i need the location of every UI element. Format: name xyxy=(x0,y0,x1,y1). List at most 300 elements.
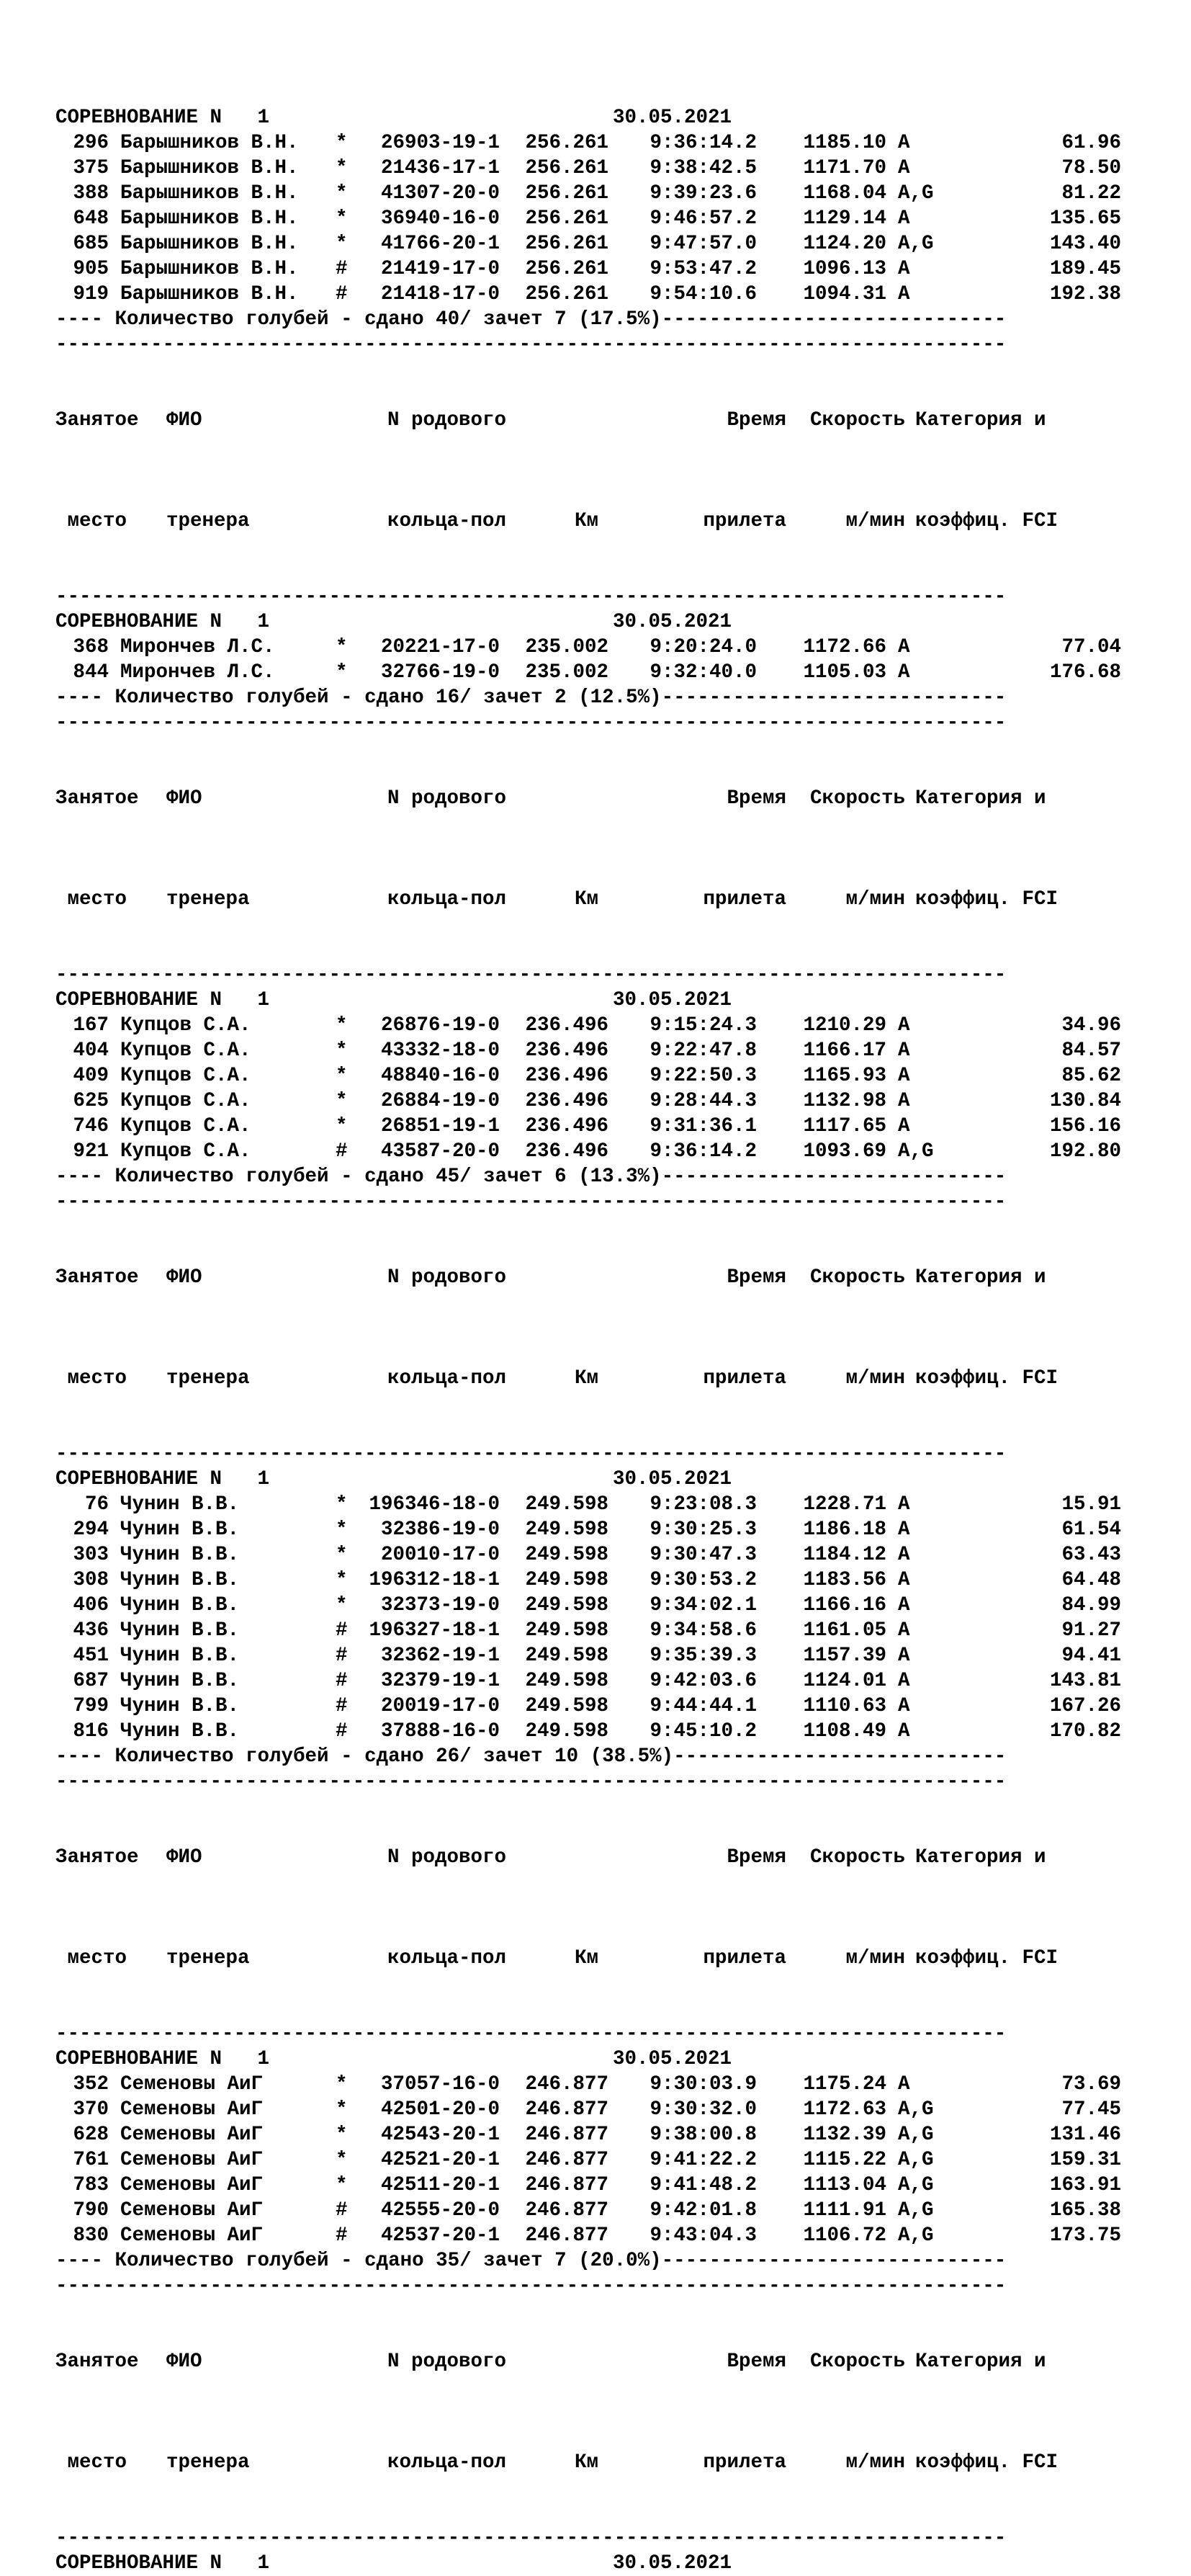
distance-km: 249.598 xyxy=(525,1720,608,1743)
col-name-label: тренера xyxy=(166,888,250,911)
trainer-name: Чунин В.В. xyxy=(120,1670,240,1692)
col-ring-label: кольца-пол xyxy=(387,1947,507,1969)
rule-line: -------------------------------------------------------------------------------- xyxy=(55,586,1007,608)
mark: * xyxy=(336,1493,348,1516)
mark: * xyxy=(336,1065,348,1087)
ring-number: 41766-20-1 xyxy=(380,233,500,255)
mark: * xyxy=(336,1039,348,1062)
place: 406 xyxy=(73,1594,109,1616)
summary-line: ---- Количество голубей - сдано 45/ зачет 6 (13.3%)----------------------------- xyxy=(55,1166,1007,1188)
distance-km: 249.598 xyxy=(525,1569,608,1591)
place: 308 xyxy=(73,1569,109,1591)
column-header-line xyxy=(55,1845,1150,1870)
col-category-label: коэффиц. FCI xyxy=(915,510,1059,532)
result-row xyxy=(55,1643,1150,1668)
mark: # xyxy=(336,1645,348,1667)
rule-line: -------------------------------------------------------------------------------- xyxy=(55,1443,1007,1465)
competition-date: 30.05.2021 xyxy=(613,989,732,1011)
category: A xyxy=(898,157,910,179)
fci-coefficient: 84.57 xyxy=(1061,1039,1121,1062)
competition-title: СОРЕВНОВАНИЕ N 1 xyxy=(55,2552,270,2575)
distance-km: 256.261 xyxy=(525,258,608,280)
distance-km: 256.261 xyxy=(525,207,608,230)
distance-km: 246.877 xyxy=(525,2124,608,2146)
place: 799 xyxy=(73,1695,109,1717)
distance-km: 236.496 xyxy=(525,1014,608,1037)
result-row xyxy=(55,206,1150,231)
col-time-label: прилета xyxy=(703,888,786,911)
mark: * xyxy=(336,2149,348,2171)
arrival-time: 9:44:44.1 xyxy=(650,1695,757,1717)
distance-km: 249.598 xyxy=(525,1519,608,1541)
speed: 1124.20 xyxy=(803,233,886,255)
speed: 1210.29 xyxy=(803,1014,886,1037)
mark: * xyxy=(336,2124,348,2146)
arrival-time: 9:30:53.2 xyxy=(650,1569,757,1591)
rule-line: -------------------------------------------------------------------------------- xyxy=(55,334,1007,356)
col-km-label: Км xyxy=(575,1947,599,1969)
col-speed-label: Скорость xyxy=(809,1846,905,1869)
speed: 1096.13 xyxy=(803,258,886,280)
speed: 1106.72 xyxy=(803,2224,886,2247)
result-row xyxy=(55,1618,1150,1643)
category: A xyxy=(898,661,910,684)
speed: 1172.66 xyxy=(803,636,886,658)
arrival-time: 9:42:01.8 xyxy=(650,2199,757,2222)
speed: 1166.17 xyxy=(803,1039,886,1062)
fci-coefficient: 91.27 xyxy=(1061,1619,1121,1642)
trainer-name: Барышников В.Н. xyxy=(120,182,299,205)
category: A xyxy=(898,283,910,305)
fci-coefficient: 81.22 xyxy=(1061,182,1121,205)
col-place-label: место xyxy=(55,888,127,911)
col-category-label: Категория и xyxy=(915,787,1046,810)
arrival-time: 9:43:04.3 xyxy=(650,2224,757,2247)
speed: 1161.05 xyxy=(803,1619,886,1642)
trainer-name: Мирончев Л.С. xyxy=(120,636,275,658)
fci-coefficient: 173.75 xyxy=(1049,2224,1121,2247)
speed: 1124.01 xyxy=(803,1670,886,1692)
category: A xyxy=(898,1544,910,1566)
ring-number: 26903-19-1 xyxy=(380,132,500,154)
category: A xyxy=(898,1519,910,1541)
mark: * xyxy=(336,2174,348,2196)
rule-line: -------------------------------------------------------------------------------- xyxy=(55,2023,1007,2045)
mark: # xyxy=(336,2224,348,2247)
ring-number: 43332-18-0 xyxy=(380,1039,500,1062)
trainer-name: Мирончев Л.С. xyxy=(120,661,275,684)
category: A xyxy=(898,1493,910,1516)
col-speed-label: м/мин xyxy=(833,510,905,532)
category: A,G xyxy=(898,2098,934,2121)
col-speed-label: м/мин xyxy=(833,1947,905,1969)
place: 375 xyxy=(73,157,109,179)
arrival-time: 9:32:40.0 xyxy=(650,661,757,684)
ring-number: 42521-20-1 xyxy=(380,2149,500,2171)
arrival-time: 9:30:47.3 xyxy=(650,1544,757,1566)
ring-number: 196327-18-1 xyxy=(369,1619,500,1642)
arrival-time: 9:41:22.2 xyxy=(650,2149,757,2171)
fci-coefficient: 84.99 xyxy=(1061,1594,1121,1616)
speed: 1168.04 xyxy=(803,182,886,205)
rule-line: -------------------------------------------------------------------------------- xyxy=(55,964,1007,986)
speed: 1111.91 xyxy=(803,2199,886,2222)
arrival-time: 9:39:23.6 xyxy=(650,182,757,205)
col-name-label: ФИО xyxy=(166,409,202,431)
fci-coefficient: 131.46 xyxy=(1049,2124,1121,2146)
fci-coefficient: 61.54 xyxy=(1061,1519,1121,1541)
competition-line xyxy=(55,1467,1150,1492)
speed: 1166.16 xyxy=(803,1594,886,1616)
speed: 1228.71 xyxy=(803,1493,886,1516)
ring-number: 21418-17-0 xyxy=(380,283,500,305)
trainer-name: Купцов С.А. xyxy=(120,1065,251,1087)
competition-date: 30.05.2021 xyxy=(613,2048,732,2070)
category: A xyxy=(898,1720,910,1743)
arrival-time: 9:45:10.2 xyxy=(650,1720,757,1743)
arrival-time: 9:34:58.6 xyxy=(650,1619,757,1642)
col-time-label: прилета xyxy=(703,2451,786,2474)
result-row xyxy=(55,2072,1150,2097)
fci-coefficient: 61.96 xyxy=(1061,132,1121,154)
mark: * xyxy=(336,661,348,684)
ring-number: 32766-19-0 xyxy=(380,661,500,684)
fci-coefficient: 135.65 xyxy=(1049,207,1121,230)
col-speed-label: м/мин xyxy=(833,1367,905,1390)
competition-title: СОРЕВНОВАНИЕ N 1 xyxy=(55,989,270,1011)
place: 905 xyxy=(73,258,109,280)
distance-km: 249.598 xyxy=(525,1645,608,1667)
col-place-label: Занятое xyxy=(55,787,139,810)
col-speed-label: м/мин xyxy=(833,888,905,911)
col-km-label: Км xyxy=(575,2451,599,2474)
competition-line xyxy=(55,609,1150,635)
distance-km: 249.598 xyxy=(525,1493,608,1516)
result-row xyxy=(55,2173,1150,2198)
distance-km: 256.261 xyxy=(525,132,608,154)
arrival-time: 9:23:08.3 xyxy=(650,1493,757,1516)
place: 790 xyxy=(73,2199,109,2222)
fci-coefficient: 15.91 xyxy=(1061,1493,1121,1516)
col-place-label: Занятое xyxy=(55,409,139,431)
place: 687 xyxy=(73,1670,109,1692)
speed: 1165.93 xyxy=(803,1065,886,1087)
ring-number: 42543-20-1 xyxy=(380,2124,500,2146)
place: 625 xyxy=(73,1090,109,1112)
mark: * xyxy=(336,233,348,255)
arrival-time: 9:35:39.3 xyxy=(650,1645,757,1667)
trainer-name: Семеновы АиГ xyxy=(120,2174,264,2196)
speed: 1093.69 xyxy=(803,1140,886,1163)
col-category-label: коэффиц. FCI xyxy=(915,1367,1059,1390)
distance-km: 246.877 xyxy=(525,2073,608,2096)
speed: 1113.04 xyxy=(803,2174,886,2196)
col-place-label: Занятое xyxy=(55,1846,139,1869)
ring-number: 21436-17-1 xyxy=(380,157,500,179)
fci-coefficient: 143.40 xyxy=(1049,233,1121,255)
place: 404 xyxy=(73,1039,109,1062)
ring-number: 20010-17-0 xyxy=(380,1544,500,1566)
category: A xyxy=(898,1594,910,1616)
result-row xyxy=(55,282,1150,307)
place: 409 xyxy=(73,1065,109,1087)
category: A xyxy=(898,132,910,154)
distance-km: 236.496 xyxy=(525,1090,608,1112)
mark: * xyxy=(336,1115,348,1137)
trainer-name: Купцов С.А. xyxy=(120,1115,251,1137)
trainer-name: Купцов С.А. xyxy=(120,1039,251,1062)
speed: 1129.14 xyxy=(803,207,886,230)
category: A,G xyxy=(898,2199,934,2222)
result-row xyxy=(55,1088,1150,1114)
result-row xyxy=(55,1139,1150,1164)
col-category-label: коэффиц. FCI xyxy=(915,2451,1059,2474)
arrival-time: 9:36:14.2 xyxy=(650,132,757,154)
trainer-name: Барышников В.Н. xyxy=(120,283,299,305)
result-row xyxy=(55,231,1150,256)
speed: 1110.63 xyxy=(803,1695,886,1717)
column-header-line xyxy=(55,408,1150,433)
mark: * xyxy=(336,157,348,179)
trainer-name: Чунин В.В. xyxy=(120,1569,240,1591)
trainer-name: Чунин В.В. xyxy=(120,1519,240,1541)
arrival-time: 9:20:24.0 xyxy=(650,636,757,658)
fci-coefficient: 192.38 xyxy=(1049,283,1121,305)
speed: 1132.98 xyxy=(803,1090,886,1112)
fci-coefficient: 63.43 xyxy=(1061,1544,1121,1566)
category: A xyxy=(898,1695,910,1717)
ring-number: 43587-20-0 xyxy=(380,1140,500,1163)
col-ring-label: кольца-пол xyxy=(387,510,507,532)
speed: 1183.56 xyxy=(803,1569,886,1591)
col-category-label: Категория и xyxy=(915,409,1046,431)
speed: 1175.24 xyxy=(803,2073,886,2096)
distance-km: 236.496 xyxy=(525,1115,608,1137)
summary-text: Количество голубей - сдано 40/ зачет 7 (17.5%) xyxy=(114,308,662,331)
arrival-time: 9:38:42.5 xyxy=(650,157,757,179)
trainer-name: Семеновы АиГ xyxy=(120,2073,264,2096)
place: 451 xyxy=(73,1645,109,1667)
place: 296 xyxy=(73,132,109,154)
results-sheet xyxy=(55,55,1150,2576)
distance-km: 236.496 xyxy=(525,1039,608,1062)
arrival-time: 9:31:36.1 xyxy=(650,1115,757,1137)
trainer-name: Чунин В.В. xyxy=(120,1619,240,1642)
col-category-label: Категория и xyxy=(915,1266,1046,1289)
trainer-name: Барышников В.Н. xyxy=(120,207,299,230)
col-name-label: ФИО xyxy=(166,2351,202,2373)
distance-km: 256.261 xyxy=(525,283,608,305)
category: A,G xyxy=(898,2124,934,2146)
place: 648 xyxy=(73,207,109,230)
category: A xyxy=(898,1645,910,1667)
place: 368 xyxy=(73,636,109,658)
distance-km: 249.598 xyxy=(525,1619,608,1642)
column-header-line xyxy=(55,786,1150,811)
distance-km: 246.877 xyxy=(525,2224,608,2247)
fci-coefficient: 143.81 xyxy=(1049,1670,1121,1692)
rule-line: -------------------------------------------------------------------------------- xyxy=(55,2527,1007,2549)
mark: # xyxy=(336,1670,348,1692)
distance-km: 236.496 xyxy=(525,1140,608,1163)
category: A xyxy=(898,258,910,280)
arrival-time: 9:54:10.6 xyxy=(650,283,757,305)
mark: * xyxy=(336,2073,348,2096)
fci-coefficient: 163.91 xyxy=(1049,2174,1121,2196)
result-row xyxy=(55,1542,1150,1567)
rule-line: -------------------------------------------------------------------------------- xyxy=(55,1191,1007,1213)
trainer-name: Чунин В.В. xyxy=(120,1594,240,1616)
ring-number: 41307-20-0 xyxy=(380,182,500,205)
category: A,G xyxy=(898,2224,934,2247)
col-time-label: Время xyxy=(727,409,786,431)
col-speed-label: Скорость xyxy=(809,2351,905,2373)
summary-line: ---- Количество голубей - сдано 16/ зачет 2 (12.5%)----------------------------- xyxy=(55,687,1007,709)
category: A xyxy=(898,1065,910,1087)
distance-km: 256.261 xyxy=(525,182,608,205)
mark: # xyxy=(336,1720,348,1743)
col-ring-label: N родового xyxy=(387,1846,507,1869)
fci-coefficient: 167.26 xyxy=(1049,1695,1121,1717)
ring-number: 48840-16-0 xyxy=(380,1065,500,1087)
place: 388 xyxy=(73,182,109,205)
place: 303 xyxy=(73,1544,109,1566)
place: 746 xyxy=(73,1115,109,1137)
mark: # xyxy=(336,258,348,280)
fci-coefficient: 73.69 xyxy=(1061,2073,1121,2096)
category: A,G xyxy=(898,233,934,255)
competition-date: 30.05.2021 xyxy=(613,107,732,129)
fci-coefficient: 189.45 xyxy=(1049,258,1121,280)
trainer-name: Чунин В.В. xyxy=(120,1720,240,1743)
arrival-time: 9:34:02.1 xyxy=(650,1594,757,1616)
place: 167 xyxy=(73,1014,109,1037)
result-row xyxy=(55,1063,1150,1088)
arrival-time: 9:36:14.2 xyxy=(650,1140,757,1163)
arrival-time: 9:46:57.2 xyxy=(650,207,757,230)
rule-line: -------------------------------------------------------------------------------- xyxy=(55,712,1007,734)
col-ring-label: N родового xyxy=(387,2351,507,2373)
summary-line: ---- Количество голубей - сдано 40/ зачет 7 (17.5%)----------------------------- xyxy=(55,308,1007,331)
ring-number: 32362-19-1 xyxy=(380,1645,500,1667)
place: 628 xyxy=(73,2124,109,2146)
result-row xyxy=(55,660,1150,685)
mark: * xyxy=(336,1090,348,1112)
distance-km: 246.877 xyxy=(525,2174,608,2196)
mark: * xyxy=(336,182,348,205)
fci-coefficient: 159.31 xyxy=(1049,2149,1121,2171)
col-place-label: место xyxy=(55,510,127,532)
col-place-label: Занятое xyxy=(55,1266,139,1289)
mark: * xyxy=(336,1594,348,1616)
column-header-line xyxy=(55,887,1150,912)
result-row xyxy=(55,181,1150,206)
ring-number: 21419-17-0 xyxy=(380,258,500,280)
distance-km: 249.598 xyxy=(525,1695,608,1717)
distance-km: 246.877 xyxy=(525,2149,608,2171)
col-km-label: Км xyxy=(575,510,599,532)
competition-date: 30.05.2021 xyxy=(613,1468,732,1490)
summary-text: Количество голубей - сдано 26/ зачет 10 (38.5%) xyxy=(114,1745,674,1768)
column-header-line xyxy=(55,1265,1150,1290)
trainer-name: Купцов С.А. xyxy=(120,1014,251,1037)
col-speed-label: Скорость xyxy=(809,1266,905,1289)
mark: # xyxy=(336,1695,348,1717)
trainer-name: Чунин В.В. xyxy=(120,1645,240,1667)
mark: * xyxy=(336,132,348,154)
col-name-label: тренера xyxy=(166,1947,250,1969)
category: A xyxy=(898,636,910,658)
col-time-label: Время xyxy=(727,1846,786,1869)
distance-km: 249.598 xyxy=(525,1670,608,1692)
fci-coefficient: 176.68 xyxy=(1049,661,1121,684)
category: A xyxy=(898,1014,910,1037)
speed: 1157.39 xyxy=(803,1645,886,1667)
arrival-time: 9:28:44.3 xyxy=(650,1090,757,1112)
col-km-label: Км xyxy=(575,888,599,911)
trainer-name: Барышников В.Н. xyxy=(120,233,299,255)
speed: 1185.10 xyxy=(803,132,886,154)
place: 844 xyxy=(73,661,109,684)
col-category-label: коэффиц. FCI xyxy=(915,1947,1059,1969)
fci-coefficient: 170.82 xyxy=(1049,1720,1121,1743)
trainer-name: Купцов С.А. xyxy=(120,1090,251,1112)
fci-coefficient: 78.50 xyxy=(1061,157,1121,179)
mark: * xyxy=(336,1519,348,1541)
ring-number: 36940-16-0 xyxy=(380,207,500,230)
column-header-line xyxy=(55,2349,1150,2374)
trainer-name: Семеновы АиГ xyxy=(120,2098,264,2121)
rule-line: -------------------------------------------------------------------------------- xyxy=(55,2275,1007,2297)
trainer-name: Чунин В.В. xyxy=(120,1493,240,1516)
arrival-time: 9:15:24.3 xyxy=(650,1014,757,1037)
ring-number: 20221-17-0 xyxy=(380,636,500,658)
competition-line xyxy=(55,2047,1150,2072)
col-ring-label: кольца-пол xyxy=(387,2451,507,2474)
column-header-line xyxy=(55,1366,1150,1391)
fci-coefficient: 94.41 xyxy=(1061,1645,1121,1667)
fci-coefficient: 77.45 xyxy=(1061,2098,1121,2121)
distance-km: 249.598 xyxy=(525,1594,608,1616)
competition-title: СОРЕВНОВАНИЕ N 1 xyxy=(55,611,270,633)
result-row xyxy=(55,1517,1150,1542)
trainer-name: Чунин В.В. xyxy=(120,1695,240,1717)
speed: 1094.31 xyxy=(803,283,886,305)
col-name-label: тренера xyxy=(166,1367,250,1390)
fci-coefficient: 85.62 xyxy=(1061,1065,1121,1087)
col-time-label: Время xyxy=(727,787,786,810)
speed: 1172.63 xyxy=(803,2098,886,2121)
result-row xyxy=(55,1013,1150,1038)
place: 761 xyxy=(73,2149,109,2171)
ring-number: 37057-16-0 xyxy=(380,2073,500,2096)
fci-coefficient: 192.80 xyxy=(1049,1140,1121,1163)
result-row xyxy=(55,2147,1150,2173)
fci-coefficient: 130.84 xyxy=(1049,1090,1121,1112)
ring-number: 26884-19-0 xyxy=(380,1090,500,1112)
category: A xyxy=(898,1569,910,1591)
result-row xyxy=(55,2223,1150,2248)
col-name-label: ФИО xyxy=(166,787,202,810)
col-ring-label: кольца-пол xyxy=(387,888,507,911)
summary-text: Количество голубей - сдано 16/ зачет 2 (12.5%) xyxy=(114,687,662,709)
speed: 1105.03 xyxy=(803,661,886,684)
competition-title: СОРЕВНОВАНИЕ N 1 xyxy=(55,2048,270,2070)
ring-number: 32379-19-1 xyxy=(380,1670,500,1692)
ring-number: 42555-20-0 xyxy=(380,2199,500,2222)
fci-coefficient: 64.48 xyxy=(1061,1569,1121,1591)
ring-number: 196346-18-0 xyxy=(369,1493,500,1516)
